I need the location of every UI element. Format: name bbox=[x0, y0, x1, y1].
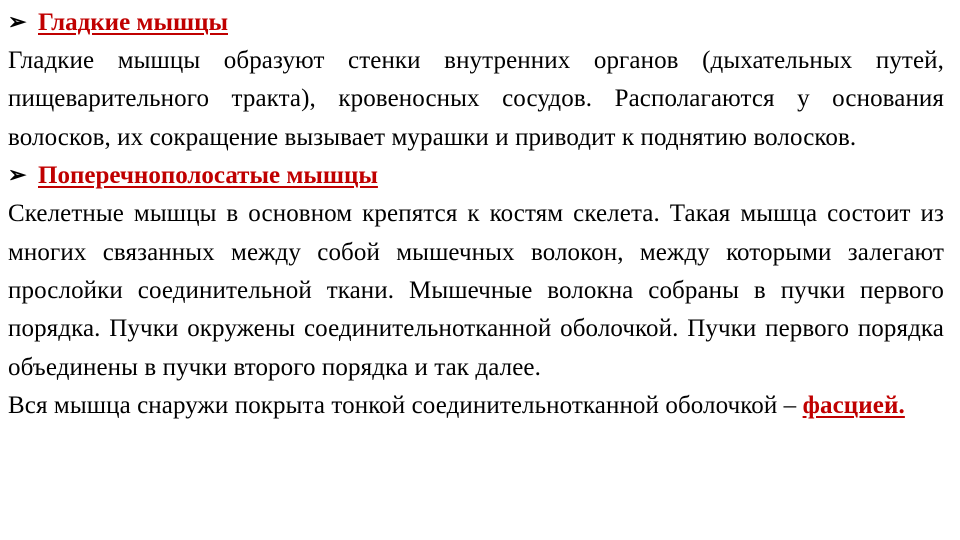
fascia-sentence-text: Вся мышца снаружи покрыта тонкой соединительнотканной оболочкой – bbox=[8, 392, 803, 420]
section-heading-smooth-muscles bbox=[8, 4, 944, 42]
section-heading-striated-muscles bbox=[8, 157, 944, 195]
heading-text-striated-muscles: Поперечнополосатые мышцы bbox=[38, 162, 378, 190]
slide-content bbox=[8, 4, 944, 426]
fascia-term: фасцией. bbox=[802, 392, 905, 420]
heading-text-smooth-muscles: Гладкие мышцы bbox=[38, 9, 228, 36]
arrowhead-bullet-icon: ➢ bbox=[8, 9, 27, 34]
paragraph-striated-muscles: Скелетные мышцы в основном крепятся к костям скелета. Такая мышца состоит из многих связанных между собой мышечных волокон, между которыми залегают прослойки соединительной ткани. Мышечные волокна собраны в пучки первого порядка. Пучки окружены соединительнотканной оболочкой. Пучки первого порядка объединены в пучки второго порядка и так далее. bbox=[8, 200, 944, 381]
paragraph-smooth-muscles: Гладкие мышцы образуют стенки внутренних органов (дыхательных путей, пищеварительного тракта), кровеносных сосудов. Располагаются у основания волосков, их сокращение вызывает мурашки и приводит к поднятию волосков. bbox=[8, 47, 944, 151]
arrowhead-bullet-icon: ➢ bbox=[8, 162, 27, 188]
paragraph-fascia bbox=[8, 387, 944, 425]
